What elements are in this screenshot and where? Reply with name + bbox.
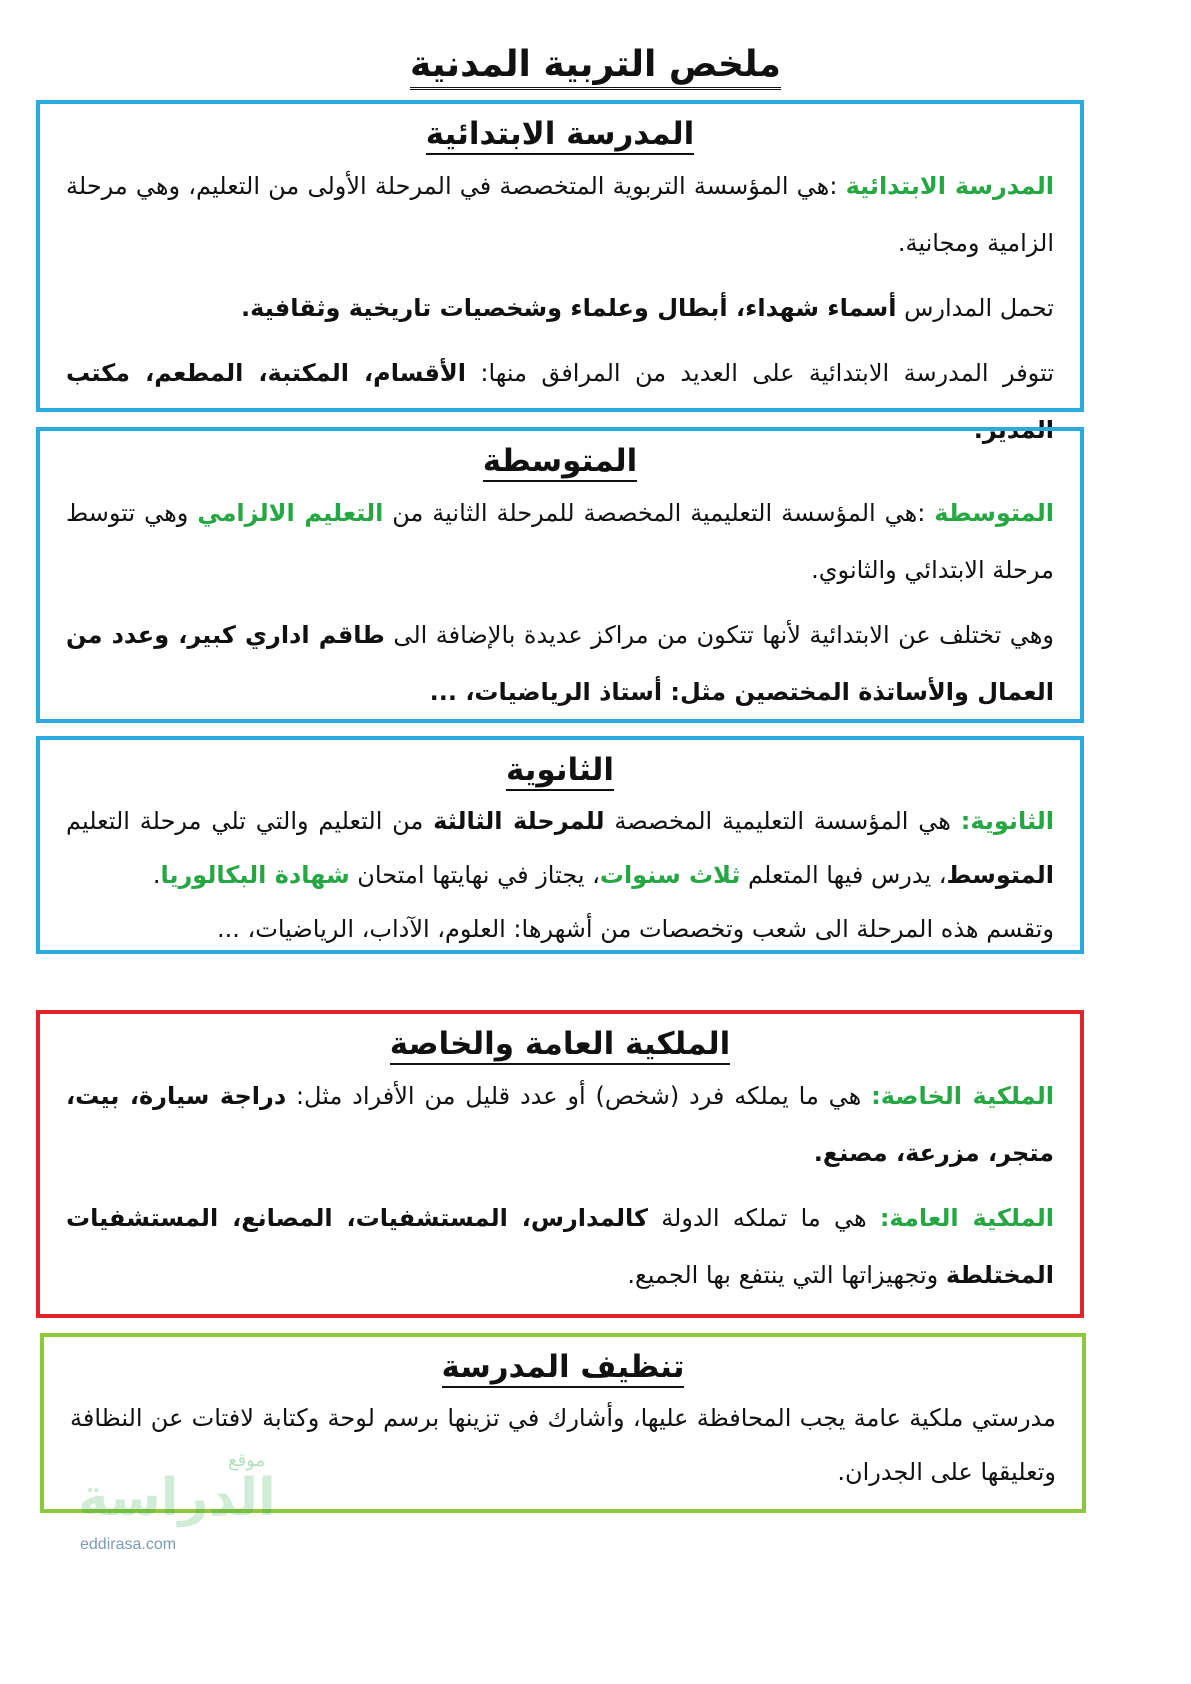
primary-facilities: تتوفر المدرسة الابتدائية على العديد من المرافق منها: الأقسام، المكتبة، المطعم، مكتب المدير. (66, 359, 1055, 444)
middle-heading: المتوسطة (66, 437, 1054, 485)
secondary-definition: الثانوية: هي المؤسسة التعليمية المخصصة للمرحلة الثالثة من التعليم والتي تلي مرحلة التعليم المتوسط، يدرس فيها المتعلم ثلاث سنوات، يجتاز في نهايتها امتحان شهادة البكالوريا. (66, 807, 1054, 889)
secondary-school-box (36, 736, 1084, 954)
secondary-heading: الثانوية (66, 746, 1054, 794)
secondary-branches: وتقسم هذه المرحلة الى شعب وتخصصات من أشهرها: العلوم، الآداب، الرياضيات، ... (216, 915, 1054, 943)
private-property: الملكية الخاصة: هي ما يملكه فرد (شخص) أو عدد قليل من الأفراد مثل: دراجة سيارة، بيت، متجر، مزرعة، مصنع. (66, 1082, 1054, 1167)
middle-definition: المتوسطة :هي المؤسسة التعليمية المخصصة للمرحلة الثانية من التعليم الالزامي وهي تتوسط مرحلة الابتدائي والثانوي. (66, 499, 1054, 584)
primary-heading: المدرسة الابتدائية (66, 110, 1054, 158)
cleaning-text: مدرستي ملكية عامة يجب المحافظة عليها، وأشارك في تزينها برسم لوحة وكتابة لافتات عن النظافة وتعليقها على الجدران. (70, 1404, 1056, 1486)
primary-names: تحمل المدارس أسماء شهداء، أبطال وعلماء وشخصيات تاريخية وثقافية. (241, 294, 1054, 322)
middle-school-box (36, 427, 1084, 723)
watermark-small-text: موقع (228, 1450, 266, 1471)
cleaning-box (40, 1333, 1086, 1513)
watermark-url: eddirasa.com (80, 1536, 177, 1553)
watermark-logo-text: الدراسة (78, 1468, 276, 1528)
primary-school-box (36, 100, 1084, 444)
property-heading: الملكية العامة والخاصة (66, 1020, 1054, 1068)
middle-difference: وهي تختلف عن الابتدائية لأنها تتكون من مراكز عديدة بالإضافة الى طاقم اداري كبير، وعدد من العمال والأساتذة المختصين مثل: أستاذ الرياضيات، ... (66, 621, 1055, 706)
public-property: الملكية العامة: هي ما تملكه الدولة كالمدارس، المستشفيات، المصانع، المستشفيات المختلطة وتجهيزاتها التي ينتفع بها الجميع. (66, 1204, 1054, 1289)
cleaning-heading: تنظيف المدرسة (70, 1343, 1056, 1391)
primary-definition: المدرسة الابتدائية :هي المؤسسة التربوية المتخصصة في المرحلة الأولى من التعليم، وهي مرحلة الزامية ومجانية. (66, 172, 1054, 257)
property-box (36, 1010, 1084, 1318)
page-title: ملخص التربية المدنية (0, 44, 1191, 85)
